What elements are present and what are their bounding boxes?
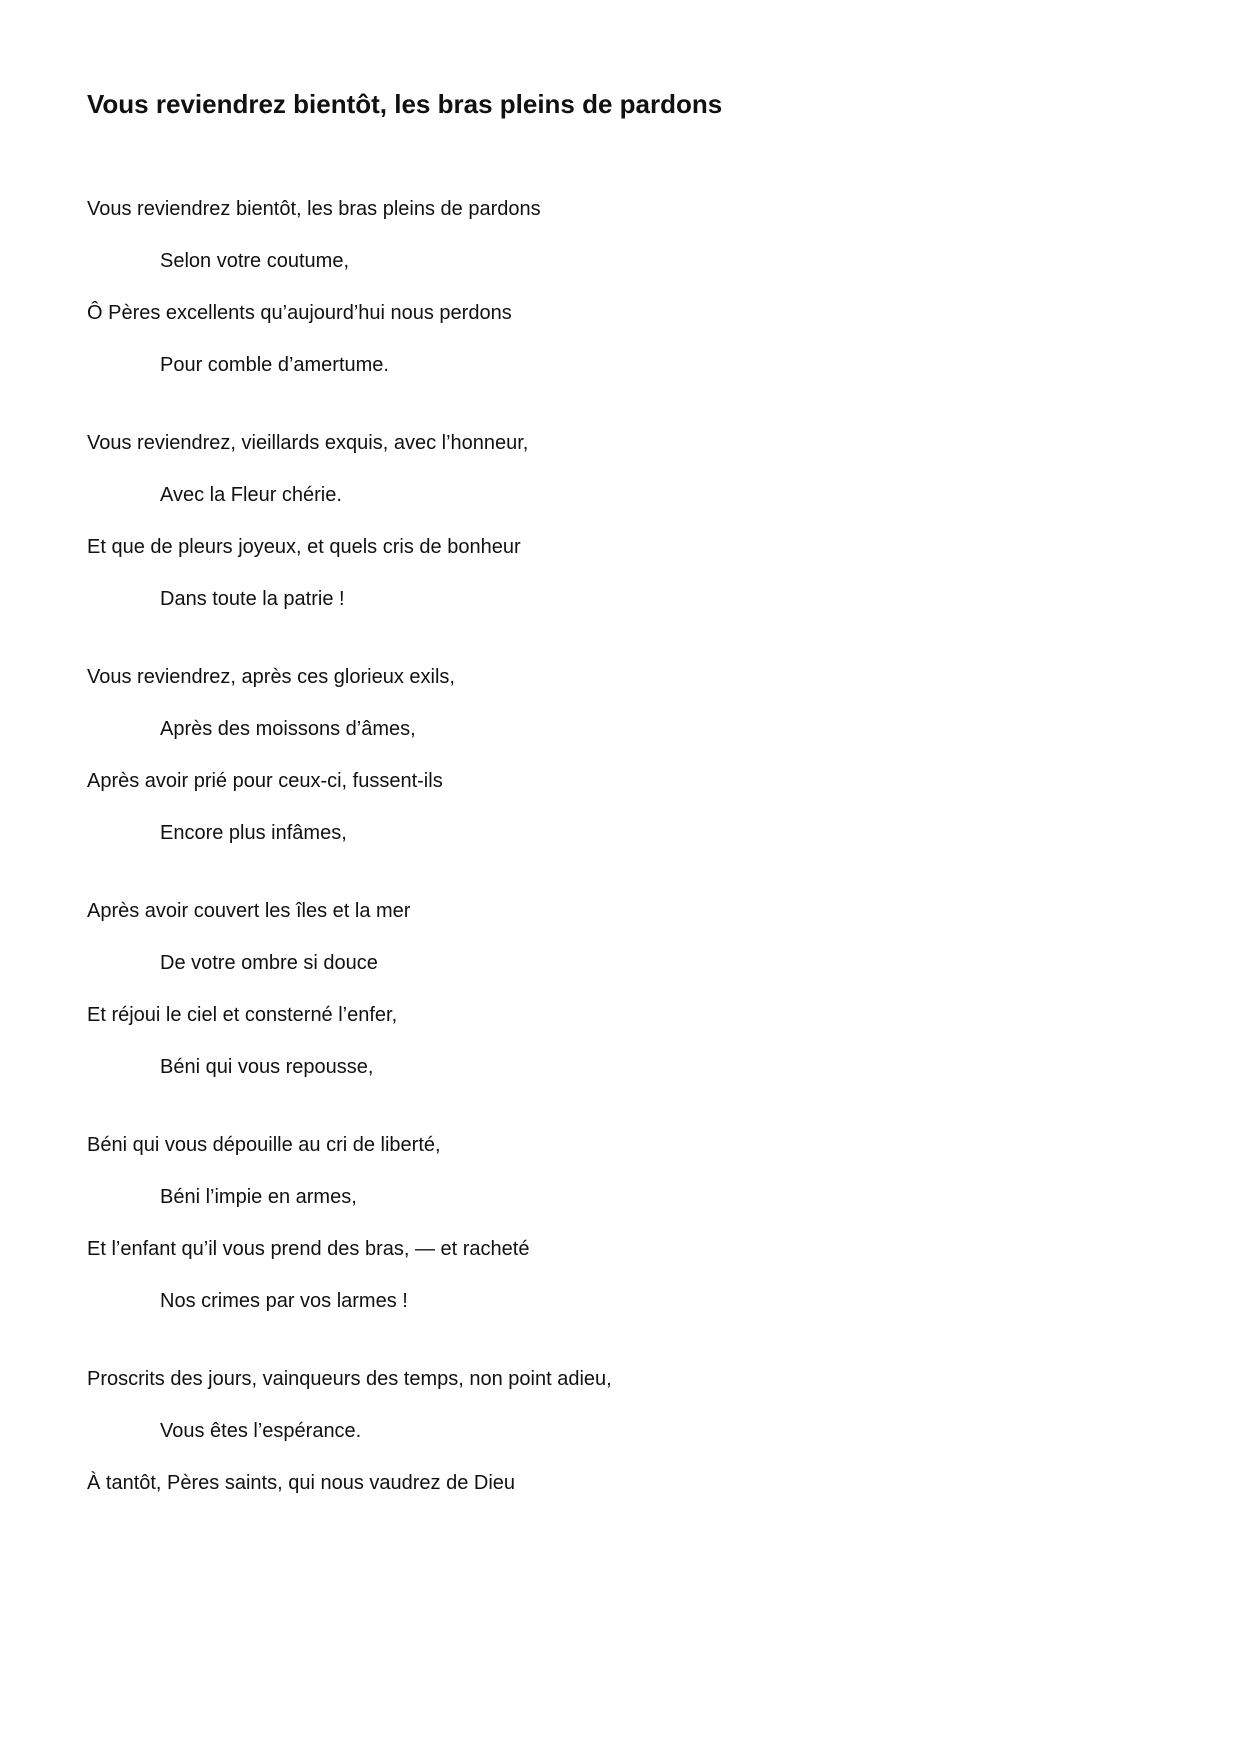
verse-line-indented: Avec la Fleur chérie.	[160, 484, 342, 506]
verse-line-indented: Dans toute la patrie !	[160, 588, 345, 610]
poem-title: Vous reviendrez bientôt, les bras pleins de pardons	[87, 89, 723, 119]
verse-line: À tantôt, Pères saints, qui nous vaudrez de Dieu	[87, 1472, 516, 1494]
verse-line-indented: Béni l’impie en armes,	[160, 1186, 357, 1208]
verse-line: Vous reviendrez bientôt, les bras pleins de pardons	[87, 198, 541, 220]
verse-line-indented: Selon votre coutume,	[160, 250, 349, 272]
verse-line-indented: Encore plus infâmes,	[160, 822, 347, 844]
verse-line: Vous reviendrez, après ces glorieux exils,	[87, 666, 455, 688]
verse-line: Proscrits des jours, vainqueurs des temps, non point adieu,	[87, 1368, 612, 1390]
stanza-2	[87, 430, 612, 612]
verse-line-indented: Vous êtes l’espérance.	[160, 1420, 362, 1442]
verse-line: Après avoir couvert les îles et la mer	[87, 900, 411, 922]
verse-line: Ô Pères excellents qu’aujourd’hui nous perdons	[87, 302, 512, 324]
verse-line-indented: Pour comble d’amertume.	[160, 354, 389, 376]
verse-line: Vous reviendrez, vieillards exquis, avec l’honneur,	[87, 432, 529, 454]
poem-body	[87, 196, 612, 1548]
verse-line: Et que de pleurs joyeux, et quels cris de bonheur	[87, 536, 521, 558]
stanza-4	[87, 898, 612, 1080]
verse-line: Et l’enfant qu’il vous prend des bras, — et racheté	[87, 1238, 530, 1260]
verse-line-indented: Béni qui vous repousse,	[160, 1056, 374, 1078]
stanza-6	[87, 1366, 612, 1496]
verse-line: Béni qui vous dépouille au cri de liberté,	[87, 1134, 441, 1156]
verse-line-indented: Nos crimes par vos larmes !	[160, 1290, 408, 1312]
stanza-3	[87, 664, 612, 846]
verse-line: Après avoir prié pour ceux-ci, fussent-ils	[87, 770, 443, 792]
stanza-5	[87, 1132, 612, 1314]
verse-line: Et réjoui le ciel et consterné l’enfer,	[87, 1004, 398, 1026]
verse-line-indented: Après des moissons d’âmes,	[160, 718, 416, 740]
verse-line-indented: De votre ombre si douce	[160, 952, 378, 974]
stanza-1	[87, 196, 612, 378]
